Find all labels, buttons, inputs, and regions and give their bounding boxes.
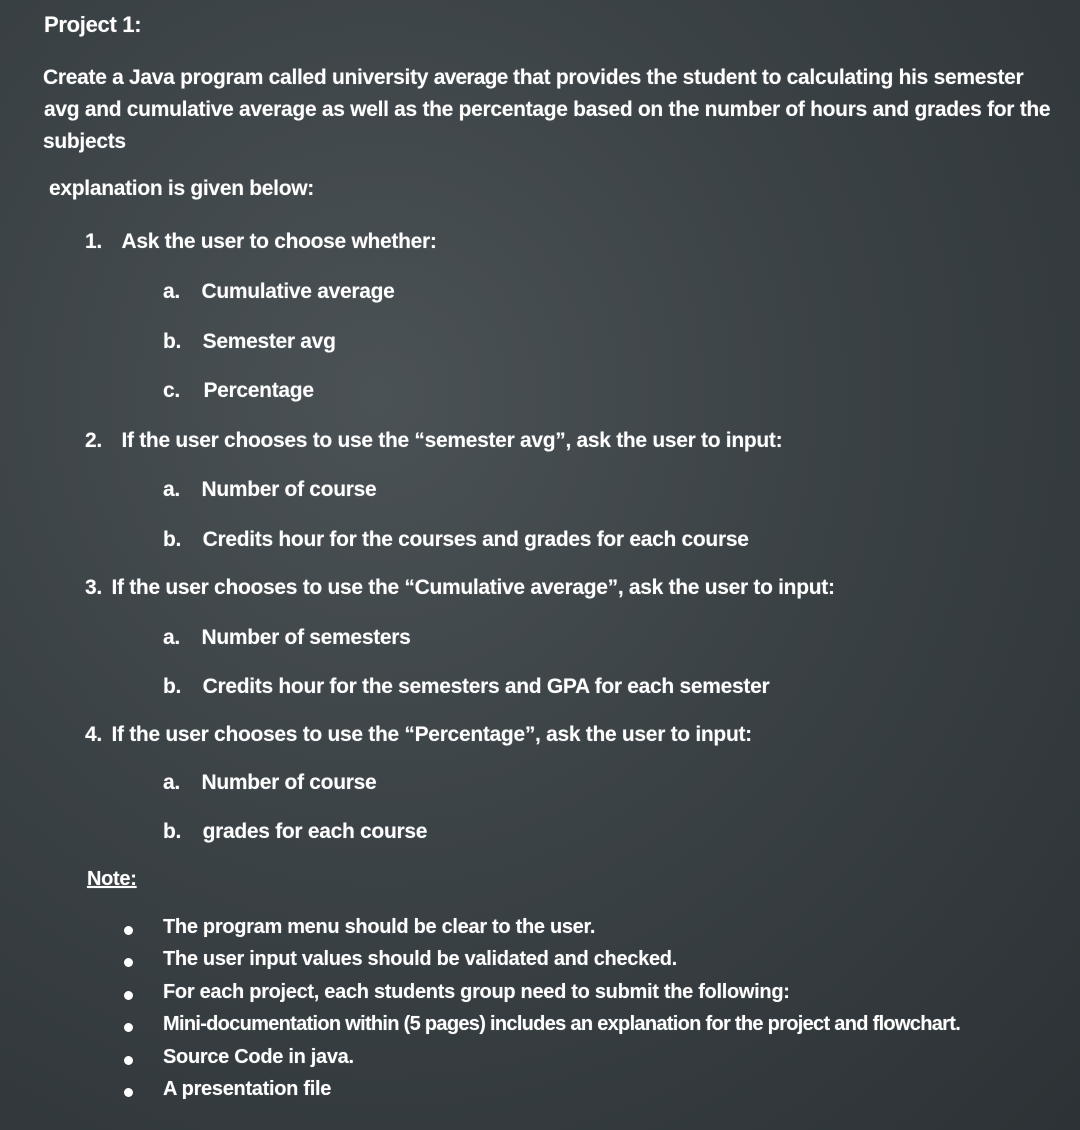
bullet-dot: [124, 926, 133, 935]
intro-line-2: avg and cumulative average as well as the percentage based on the number of hours and grades for the: [44, 98, 1051, 121]
option-letter: a.: [163, 478, 180, 501]
step-number: 3.: [85, 576, 102, 599]
option-letter: b.: [163, 820, 182, 843]
option-text: Number of semesters: [201, 626, 411, 649]
option-letter: a.: [163, 626, 180, 649]
intro-line-1: [43, 62, 1063, 94]
note-label: Note:: [87, 868, 137, 890]
step-3-option-b: [163, 675, 769, 699]
option-letter: a.: [163, 280, 180, 303]
step-4-option-a: [163, 771, 376, 795]
bullet-dot: [124, 1056, 133, 1065]
note-item-1: The program menu should be clear to the user.: [163, 916, 596, 938]
option-letter: c.: [163, 379, 180, 402]
step-4: [85, 723, 752, 747]
option-letter: b.: [163, 675, 182, 698]
note-item-4: Mini-documentation within (5 pages) includes an explanation for the project and flowchart.: [163, 1013, 961, 1035]
intro-line-1-start: Create a Java program called university: [43, 66, 434, 89]
bullet-dot: [124, 1088, 133, 1097]
step-number: 2.: [85, 429, 102, 452]
option-text: Percentage: [203, 379, 314, 402]
step-2: [85, 429, 782, 453]
note-item-2: The user input values should be validated and checked.: [163, 948, 677, 970]
step-1-option-b: [163, 330, 336, 354]
step-2-option-b: [163, 528, 749, 552]
step-text: Ask the user to choose whether:: [121, 230, 437, 253]
step-3: [85, 576, 835, 600]
step-number: 1.: [85, 230, 102, 253]
option-text: Number of course: [201, 478, 377, 501]
note-item-6: A presentation file: [163, 1078, 332, 1100]
option-letter: b.: [163, 330, 182, 353]
option-text: Credits hour for the courses and grades for each course: [202, 528, 749, 551]
option-text: Semester avg: [202, 330, 336, 353]
explanation-heading: explanation is given below:: [49, 177, 314, 200]
note-item-5: Source Code in java.: [163, 1046, 354, 1068]
intro-line-1-end: that provides the student to calculating his semester: [507, 66, 1024, 89]
option-text: Cumulative average: [201, 280, 395, 303]
step-text: If the user chooses to use the “semester avg”, ask the user to input:: [121, 429, 783, 452]
step-3-option-a: [163, 626, 411, 650]
bullet-dot: [124, 958, 133, 967]
step-1-option-c: [163, 379, 314, 403]
step-4-option-b: [163, 820, 427, 844]
option-letter: b.: [163, 528, 182, 551]
bullet-dot: [124, 1023, 133, 1032]
step-1: [85, 230, 437, 254]
option-text: grades for each course: [202, 820, 428, 843]
step-1-option-a: [163, 280, 395, 304]
bullet-dot: [124, 991, 133, 1000]
step-2-option-a: [163, 478, 376, 502]
step-number: 4.: [85, 723, 102, 746]
step-text: If the user chooses to use the “Cumulative average”, ask the user to input:: [111, 576, 835, 599]
note-item-3: For each project, each students group need to submit the following:: [163, 981, 790, 1003]
project-title: Project 1:: [44, 12, 142, 37]
option-text: Number of course: [201, 771, 377, 794]
option-text: Credits hour for the semesters and GPA for each semester: [202, 675, 770, 698]
option-letter: a.: [163, 771, 180, 794]
step-text: If the user chooses to use the “Percentage”, ask the user to input:: [111, 723, 752, 746]
intro-line-3: subjects: [43, 130, 126, 153]
intro-emphasis: average: [433, 66, 508, 89]
intro-paragraph: [43, 62, 1063, 158]
